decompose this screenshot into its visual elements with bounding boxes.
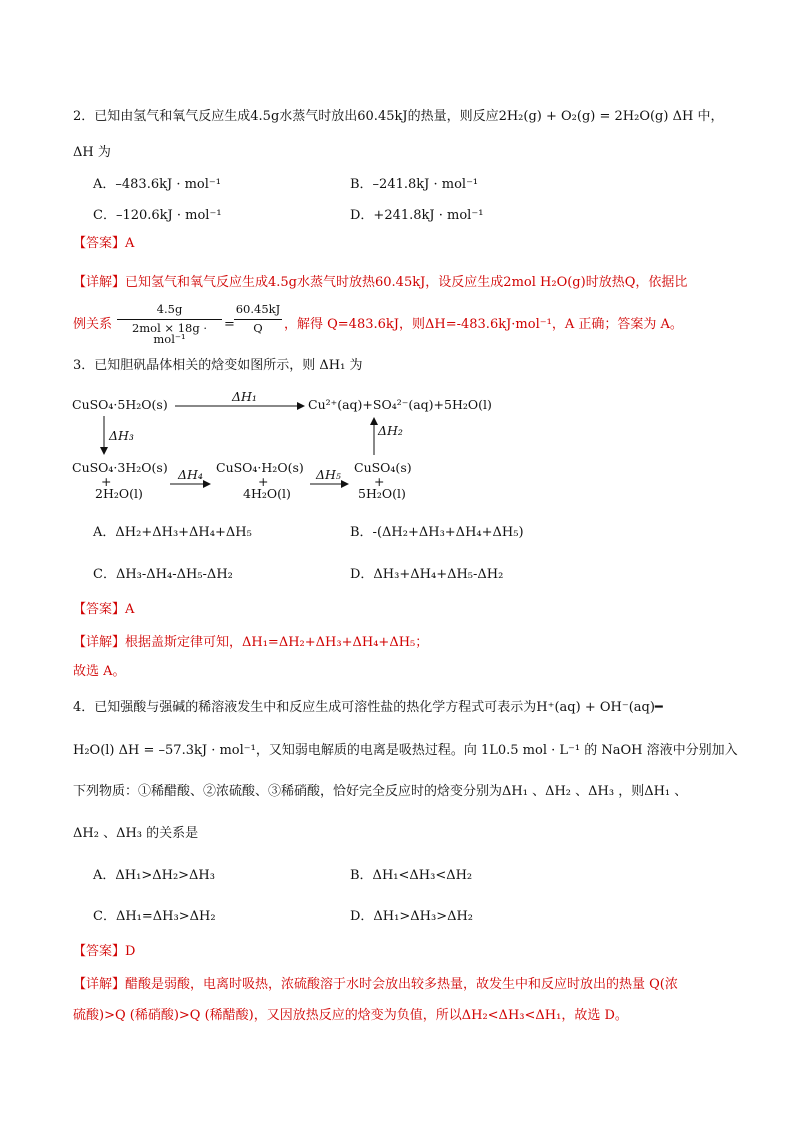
diagram-dh2-label: ΔH₂: [378, 423, 403, 438]
q2-equals-sign: =: [224, 317, 235, 332]
q3-option-d: D．ΔH₃+ΔH₄+ΔH₅-ΔH₂: [350, 567, 504, 582]
q3-option-b: B．-(ΔH₂+ΔH₃+ΔH₄+ΔH₅): [350, 525, 524, 540]
q2-option-a: A．–483.6kJ · mol⁻¹: [93, 177, 221, 192]
q3-option-a: A．ΔH₂+ΔH₃+ΔH₄+ΔH₅: [93, 525, 252, 540]
q2-detail-prefix: 例关系: [73, 317, 113, 332]
q4-option-b: B．ΔH₁<ΔH₃<ΔH₂: [350, 868, 473, 883]
q2-fraction-1-denominator: 2mol × 18g · mol⁻¹: [131, 320, 208, 346]
q4-option-c: C．ΔH₁=ΔH₃>ΔH₂: [93, 909, 216, 924]
q4-stem-line4: ΔH₂ 、ΔH₃ 的关系是: [73, 826, 199, 841]
diagram-cuso4-h2o: CuSO₄·H₂O(s): [216, 460, 304, 475]
q4-detail-line2: 硫酸)>Q (稀硝酸)>Q (稀醋酸)，又因放热反应的焓变为负值，所以ΔH₂<ΔH₃<ΔH₁，故选 D。: [73, 1008, 628, 1023]
diagram-plus-left: +: [101, 474, 112, 489]
diagram-dh3-label: ΔH₃: [109, 428, 134, 443]
diagram-2h2o: 2H₂O(l): [95, 486, 143, 501]
q2-equation: 2H₂(g) + O₂(g) = 2H₂O(g): [498, 109, 669, 124]
diagram-cuso4-3h2o: CuSO₄·3H₂O(s): [72, 460, 168, 475]
q3-detail-line1: 【详解】根据盖斯定律可知，ΔH₁=ΔH₂+ΔH₃+ΔH₄+ΔH₅；: [73, 635, 429, 650]
q2-stem-pre: 2．已知由氢气和氧气反应生成4.5g水蒸气时放出60.45kJ的热量，则反应: [73, 109, 499, 124]
diagram-ions-product: Cu²⁺(aq)+SO₄²⁻(aq)+5H₂O(l): [308, 397, 492, 412]
q4-stem-line2: H₂O(l) ΔH = –57.3kJ · mol⁻¹，又知弱电解质的电离是吸热过程。向 1L0.5 mol · L⁻¹ 的 NaOH 溶液中分别加入: [73, 743, 738, 758]
q2-stem-line2: ΔH 为: [73, 145, 111, 160]
q2-fraction-2-denominator: Q: [253, 320, 263, 335]
q3-detail-line2: 故选 A。: [73, 664, 126, 679]
diagram-dh5-label: ΔH₅: [316, 467, 341, 482]
q2-stem-post: ΔH 中，: [672, 109, 724, 124]
q2-option-d: D．+241.8kJ · mol⁻¹: [350, 208, 484, 223]
q4-option-a: A．ΔH₁>ΔH₂>ΔH₃: [93, 868, 215, 883]
q2-fraction-2-bar: [234, 319, 282, 320]
diagram-cuso4-5h2o: CuSO₄·5H₂O(s): [72, 397, 168, 412]
diagram-4h2o: 4H₂O(l): [243, 486, 291, 501]
q2-fraction-2: [234, 304, 282, 334]
q2-fraction-2-numerator: 60.45kJ: [235, 302, 281, 316]
q2-option-c: C．–120.6kJ · mol⁻¹: [93, 208, 222, 223]
q3-stem: 3．已知胆矾晶体相关的焓变如图所示，则 ΔH₁ 为: [73, 358, 363, 373]
diagram-5h2o: 5H₂O(l): [358, 486, 406, 501]
diagram-plus-right: +: [374, 474, 385, 489]
diagram-dh4-label: ΔH₄: [178, 467, 203, 482]
q4-stem-line1: 4．已知强酸与强碱的稀溶液发生中和反应生成可溶性盐的热化学方程式可表示为H⁺(aq) + OH⁻(aq)━: [73, 700, 663, 715]
q2-option-b: B．–241.8kJ · mol⁻¹: [350, 177, 479, 192]
diagram-plus-center: +: [258, 474, 269, 489]
q3-answer: 【答案】A: [73, 602, 135, 617]
q2-detail-line1: 【详解】已知氢气和氧气反应生成4.5g水蒸气时放热60.45kJ，设反应生成2mol H₂O(g)时放热Q，依据比: [73, 275, 688, 290]
q4-stem-line3: 下列物质：①稀醋酸、②浓硫酸、③稀硝酸，恰好完全反应时的焓变分别为ΔH₁ 、ΔH₂ 、ΔH₃ ，则ΔH₁ 、: [73, 784, 688, 799]
q2-fraction-1-numerator: 4.5g: [156, 302, 183, 316]
q2-fraction-1: [117, 304, 222, 346]
q2-detail-line2: ，解得 Q=483.6kJ，则ΔH=-483.6kJ·mol⁻¹，A 正确；答案为 A。: [284, 317, 683, 332]
q4-option-d: D．ΔH₁>ΔH₃>ΔH₂: [350, 909, 474, 924]
q3-option-c: C．ΔH₃-ΔH₄-ΔH₅-ΔH₂: [93, 567, 233, 582]
q2-fraction-1-bar: [117, 319, 222, 320]
q4-detail-line1: 【详解】醋酸是弱酸，电离时吸热，浓硫酸溶于水时会放出较多热量，故发生中和反应时放出的热量 Q(浓: [73, 977, 678, 992]
q2-stem-line1: [73, 110, 723, 123]
diagram-cuso4-anhydrous: CuSO₄(s): [354, 460, 412, 475]
diagram-dh1-label: ΔH₁: [232, 389, 257, 404]
q4-answer: 【答案】D: [73, 944, 136, 959]
q2-answer: 【答案】A: [73, 236, 135, 251]
